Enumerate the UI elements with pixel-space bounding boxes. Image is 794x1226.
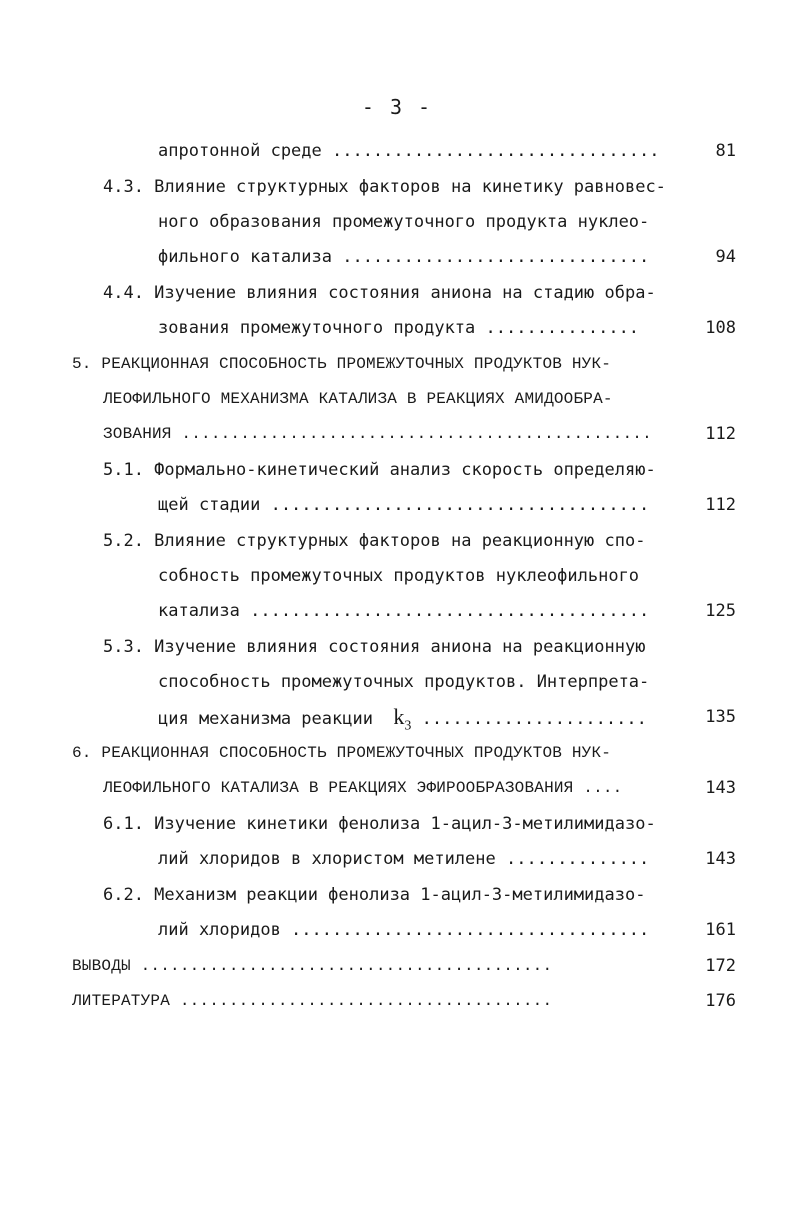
toc-page-ref: 143 [705, 778, 736, 798]
toc-entry-5-3: 5.3. Изучение влияния состояния аниона на реакционную [103, 637, 646, 657]
toc-entry-6-1-cont: лий хлоридов в хлористом метилене .............. [158, 849, 650, 869]
toc-entry-5-2-cont: собность промежуточных продуктов нуклеофильного [158, 566, 640, 586]
toc-page-ref: 135 [705, 707, 736, 727]
k-subscript: 3 [404, 718, 412, 734]
toc-chapter-5: 5. РЕАКЦИОННАЯ СПОСОБНОСТЬ ПРОМЕЖУТОЧНЫХ ПРОДУКТОВ НУК- [72, 355, 612, 373]
toc-page-ref: 112 [705, 495, 736, 515]
toc-chapter-6-cont: ЛЕОФИЛЬНОГО КАТАЛИЗА В РЕАКЦИЯХ ЭФИРООБРАЗОВАНИЯ .... [103, 779, 623, 797]
toc-entry-5-3-cont [158, 704, 647, 734]
toc-chapter-5-cont: ЗОВАНИЯ ................................................ [103, 425, 652, 443]
toc-references: ЛИТЕРАТУРА ...................................... [72, 992, 553, 1010]
toc-page-ref: 172 [705, 956, 736, 976]
toc-entry-4-2-cont: апротонной среде ................................ [158, 141, 660, 161]
page-number: - 3 - [361, 95, 433, 119]
toc-entry-5-3-cont: способность промежуточных продуктов. Интерпрета- [158, 672, 650, 692]
toc-entry-5-2-cont: катализа ....................................... [158, 601, 650, 621]
toc-text: ция механизма реакции [158, 709, 373, 729]
toc-page-ref: 161 [705, 920, 736, 940]
toc-leader-dots: ...................... [421, 709, 647, 729]
toc-conclusions: ВЫВОДЫ .......................................... [72, 957, 553, 975]
toc-entry-6-1: 6.1. Изучение кинетики фенолиза 1-ацил-3-метилимидазо- [103, 814, 656, 834]
toc-page-ref: 81 [715, 141, 736, 161]
toc-chapter-6: 6. РЕАКЦИОННАЯ СПОСОБНОСТЬ ПРОМЕЖУТОЧНЫХ ПРОДУКТОВ НУК- [72, 744, 612, 762]
toc-page-ref: 112 [705, 424, 736, 444]
toc-entry-5-2: 5.2. Влияние структурных факторов на реакционную спо- [103, 531, 646, 551]
toc-entry-4-3-cont: фильного катализа .............................. [158, 247, 650, 267]
toc-entry-4-4-cont: зования промежуточного продукта ............... [158, 318, 640, 338]
toc-page-ref: 143 [705, 849, 736, 869]
toc-entry-5-1-cont: щей стадии ..................................... [158, 495, 650, 515]
toc-entry-4-4: 4.4. Изучение влияния состояния аниона на стадию обра- [103, 283, 656, 303]
k3-symbol [393, 704, 412, 734]
k-letter: k [393, 704, 405, 729]
toc-page-ref: 125 [705, 601, 736, 621]
toc-page-ref: 108 [705, 318, 736, 338]
toc-page-ref: 94 [715, 247, 736, 267]
toc-entry-5-1: 5.1. Формально-кинетический анализ скорость определяю- [103, 460, 656, 480]
toc-chapter-5-cont: ЛЕОФИЛЬНОГО МЕХАНИЗМА КАТАЛИЗА В РЕАКЦИЯХ АМИДООБРА- [103, 390, 613, 408]
toc-entry-4-3: 4.3. Влияние структурных факторов на кинетику равновес- [103, 177, 666, 197]
toc-page-ref: 176 [705, 991, 736, 1011]
toc-entry-6-2: 6.2. Механизм реакции фенолиза 1-ацил-3-метилимидазо- [103, 885, 646, 905]
toc-entry-6-2-cont: лий хлоридов ................................... [158, 920, 650, 940]
toc-entry-4-3-cont: ного образования промежуточного продукта нуклео- [158, 212, 650, 232]
